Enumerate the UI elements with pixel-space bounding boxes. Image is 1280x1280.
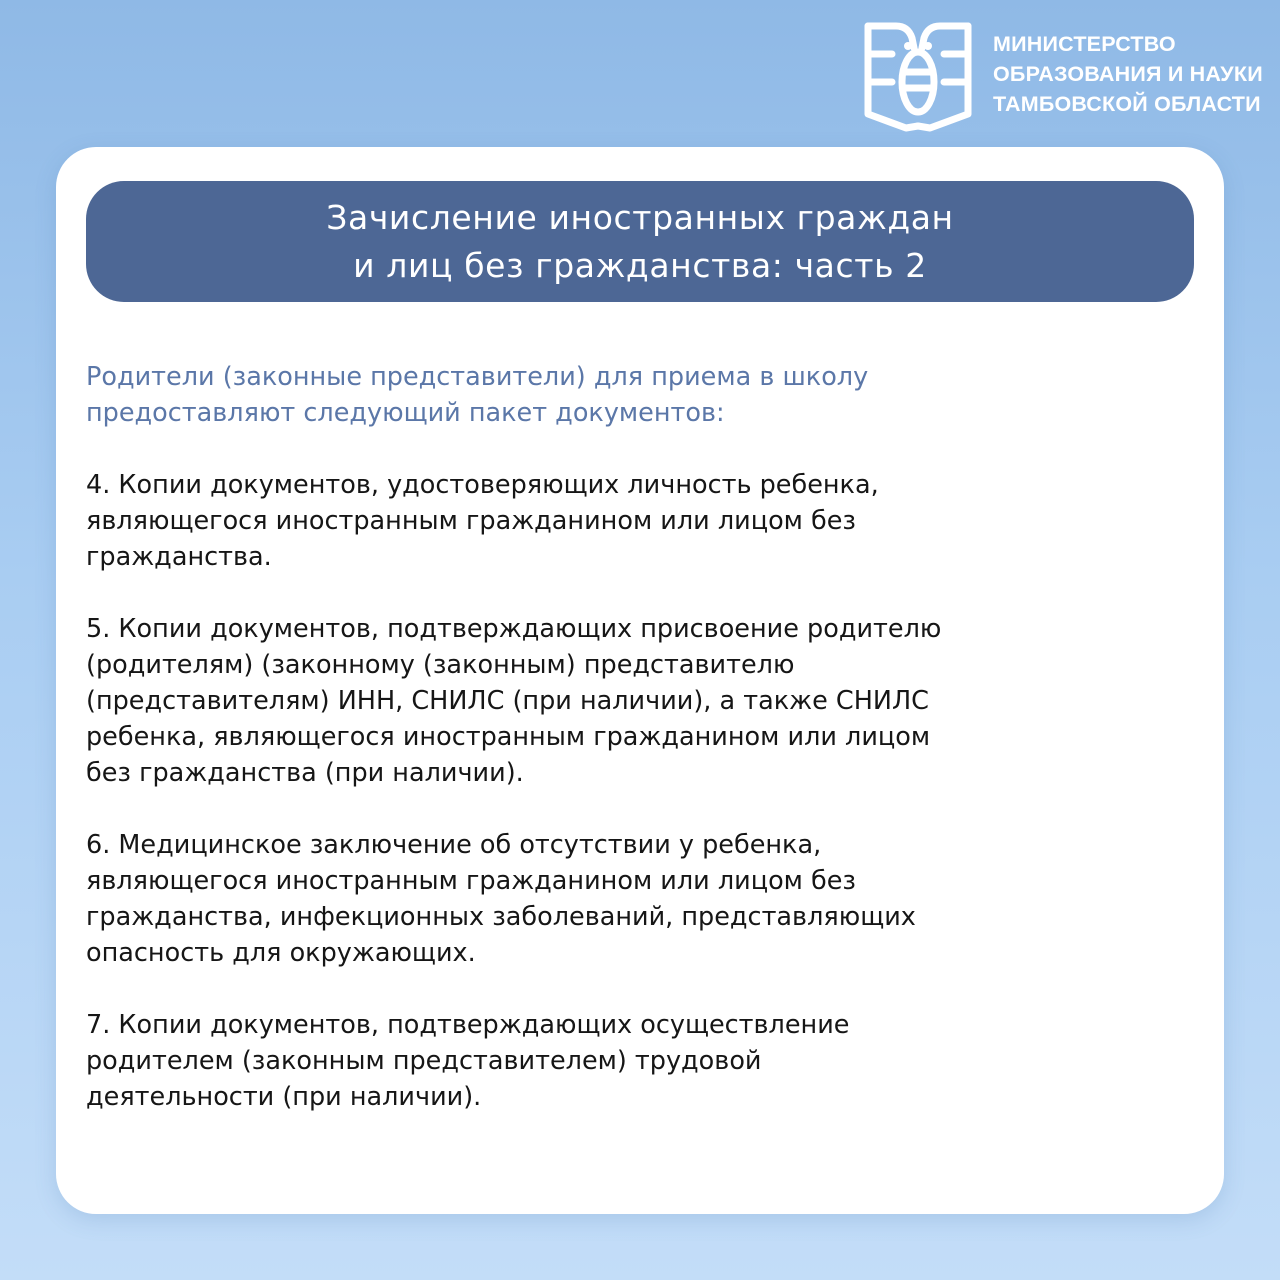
item-line: родителем (законным представителем) трудовой (86, 1046, 762, 1076)
item-line: 6. Медицинское заключение об отсутствии у ребенка, (86, 830, 822, 860)
intro-line: Родители (законные представители) для приема в школу (86, 362, 869, 392)
intro-line: предоставляют следующий пакет документов: (86, 398, 725, 428)
card-body (86, 359, 1196, 1115)
ministry-name-line: МИНИСТЕРСТВО (993, 32, 1176, 56)
document-item-4 (86, 467, 1196, 575)
item-line: (родителям) (законному (законным) представителю (86, 650, 795, 680)
item-line: являющегося иностранным гражданином или лицом без (86, 866, 856, 896)
page-title-line: и лиц без гражданства: часть 2 (353, 245, 927, 285)
item-line: опасность для окружающих. (86, 938, 476, 968)
document-item-5 (86, 611, 1196, 791)
document-item-7 (86, 1007, 1196, 1115)
item-line: (представителям) ИНН, СНИЛС (при наличии), а также СНИЛС (86, 686, 929, 716)
ministry-name-line: ОБРАЗОВАНИЯ И НАУКИ (993, 62, 1263, 86)
item-line: гражданства. (86, 542, 272, 572)
item-line: 7. Копии документов, подтверждающих осуществление (86, 1010, 850, 1040)
item-line: 4. Копии документов, удостоверяющих личность ребенка, (86, 470, 879, 500)
item-line: гражданства, инфекционных заболеваний, представляющих (86, 902, 916, 932)
intro-paragraph (86, 359, 1196, 431)
item-line: ребенка, являющегося иностранным гражданином или лицом (86, 722, 931, 752)
item-line: 5. Копии документов, подтверждающих присвоение родителю (86, 614, 942, 644)
document-item-6 (86, 827, 1196, 971)
info-card (56, 147, 1224, 1214)
page-title-line: Зачисление иностранных граждан (326, 197, 954, 237)
item-line: являющегося иностранным гражданином или лицом без (86, 506, 856, 536)
ministry-name (993, 29, 1273, 119)
ministry-name-line: ТАМБОВСКОЙ ОБЛАСТИ (993, 92, 1261, 116)
title-banner (86, 181, 1194, 302)
ministry-logo-icon (862, 18, 974, 132)
item-line: без гражданства (при наличии). (86, 758, 524, 788)
item-line: деятельности (при наличии). (86, 1082, 482, 1112)
